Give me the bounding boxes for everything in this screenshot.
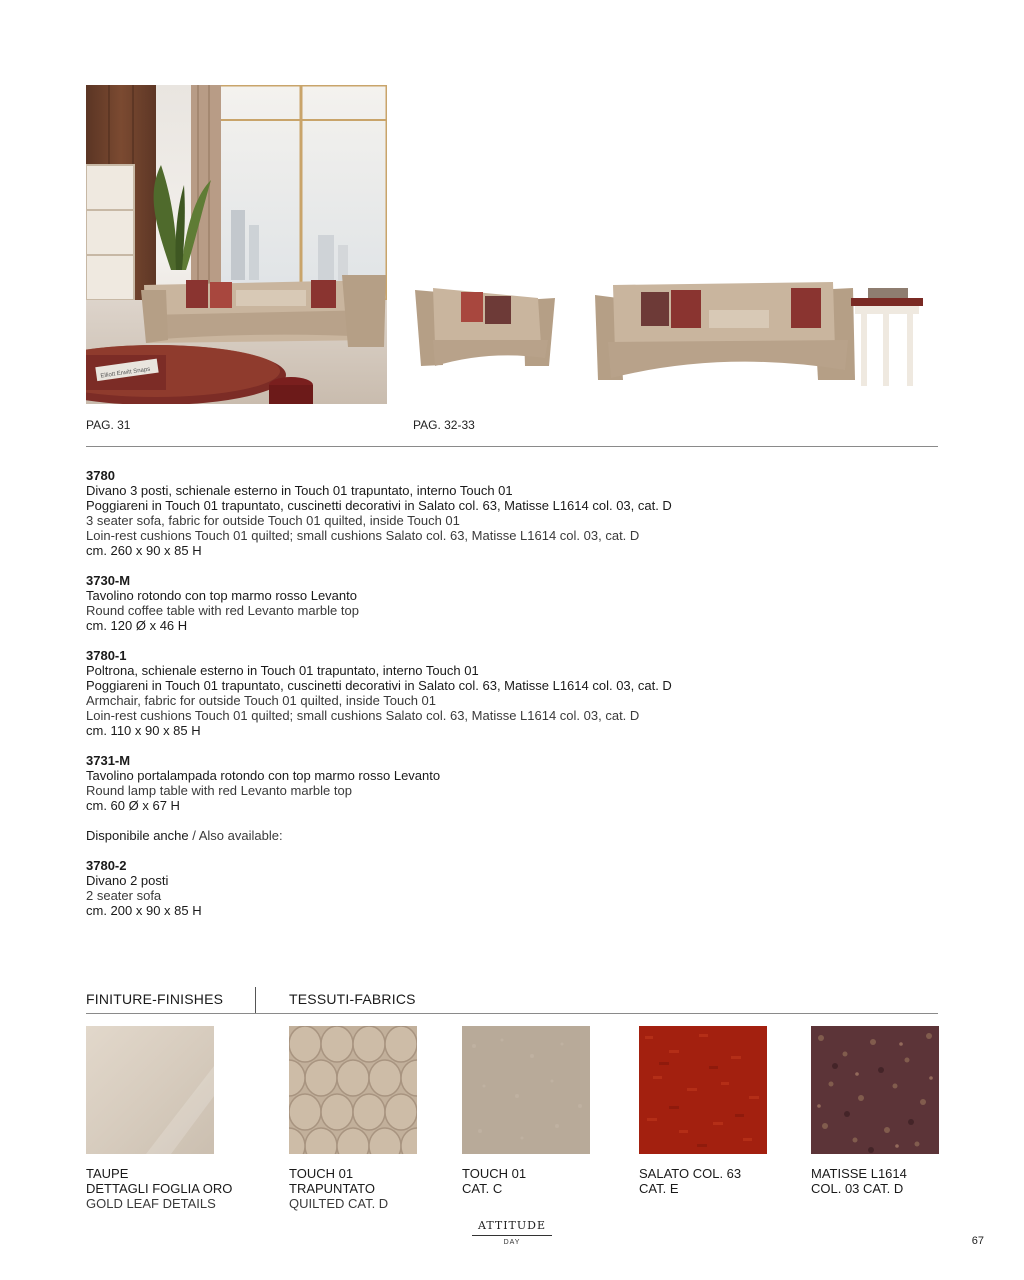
caption-room: PAG. 31 [86,418,131,432]
product-desc-it: Tavolino rotondo con top marmo rosso Levanto [86,588,357,603]
divider-top [86,446,938,447]
divider-swatches [86,1013,938,1014]
swatch-label-line: QUILTED CAT. D [289,1196,389,1211]
product-desc-en: 2 seater sofa [86,888,162,903]
swatch-label-line: GOLD LEAF DETAILS [86,1196,216,1211]
also-available-it: Disponibile anche [86,828,189,843]
swatch-label-line: SALATO COL. 63 [639,1166,742,1181]
swatch-salato-63 [639,1026,767,1154]
product-desc-it: Poggiareni in Touch 01 trapuntato, cuscinetti decorativi in Salato col. 63, Matisse L1614 col. 03, cat. D [86,498,672,513]
also-available-en: Also available: [198,828,283,843]
also-available [86,828,946,843]
swatch-label-line: COL. 03 CAT. D [811,1181,904,1196]
brand-sub: DAY [503,1239,521,1246]
swatch-label [462,1166,632,1196]
product-code: 3780-1 [86,648,127,663]
product-code: 3780-2 [86,858,127,873]
brand-logo [472,1219,552,1246]
room-illustration [86,85,387,404]
product-photo [413,270,925,395]
swatch-touch01-quilted [289,1026,417,1154]
swatch-label-line: TOUCH 01 [462,1166,527,1181]
swatch-matisse-l1614 [811,1026,939,1154]
product-dimensions: cm. 200 x 90 x 85 H [86,903,202,918]
section-separator [255,987,256,1013]
product-illustration [413,270,925,395]
product-desc-it: Divano 2 posti [86,873,169,888]
room-photo [86,85,387,404]
product-entry [86,753,946,813]
product-desc-en: Round lamp table with red Levanto marble top [86,783,352,798]
swatch-label [811,1166,981,1196]
also-available-sep: / [188,828,199,843]
swatch-label [639,1166,809,1196]
product-desc-en: Armchair, fabric for outside Touch 01 quilted, inside Touch 01 [86,693,437,708]
product-desc-en: Loin-rest cushions Touch 01 quilted; small cushions Salato col. 63, Matisse L1614 col. 03, cat. D [86,528,640,543]
brand-name: ATTITUDE [477,1219,547,1232]
product-entry [86,858,946,918]
product-code: 3730-M [86,573,131,588]
swatch-label [86,1166,256,1211]
product-entry [86,468,946,558]
product-code: 3780 [86,468,115,483]
product-dimensions: cm. 120 Ø x 46 H [86,618,188,633]
page-number: 67 [971,1235,984,1247]
product-dimensions: cm. 60 Ø x 67 H [86,798,180,813]
product-desc-it: Poltrona, schienale esterno in Touch 01 trapuntato, interno Touch 01 [86,663,479,678]
swatch-touch01 [462,1026,590,1154]
swatch-taupe [86,1026,214,1154]
swatch-label-line: TRAPUNTATO [289,1181,375,1196]
product-entry [86,573,946,633]
product-desc-it: Tavolino portalampada rotondo con top marmo rosso Levanto [86,768,441,783]
product-desc-it: Divano 3 posti, schienale esterno in Touch 01 trapuntato, interno Touch 01 [86,483,513,498]
book-title: Elliott Erwitt Snaps [100,366,151,380]
product-desc-en: Loin-rest cushions Touch 01 quilted; small cushions Salato col. 63, Matisse L1614 col. 03, cat. D [86,708,640,723]
caption-product: PAG. 32-33 [413,418,475,432]
product-desc-en: 3 seater sofa, fabric for outside Touch 01 quilted, inside Touch 01 [86,513,460,528]
fabrics-title: TESSUTI-FABRICS [289,991,416,1007]
product-desc-it: Poggiareni in Touch 01 trapuntato, cuscinetti decorativi in Salato col. 63, Matisse L1614 col. 03, cat. D [86,678,672,693]
swatch-label-line: DETTAGLI FOGLIA ORO [86,1181,233,1196]
finishes-title: FINITURE-FINISHES [86,991,224,1007]
product-code: 3731-M [86,753,131,768]
product-list [86,468,946,933]
brand-rule [472,1235,552,1236]
swatch-label [289,1166,459,1211]
swatch-label-line: TOUCH 01 [289,1166,354,1181]
product-entry [86,648,946,738]
swatch-label-line: CAT. E [639,1181,679,1196]
product-desc-en: Round coffee table with red Levanto marble top [86,603,359,618]
swatch-label-line: CAT. C [462,1181,503,1196]
swatch-label-line: TAUPE [86,1166,129,1181]
swatch-label-line: MATISSE L1614 [811,1166,907,1181]
product-dimensions: cm. 110 x 90 x 85 H [86,723,201,738]
product-dimensions: cm. 260 x 90 x 85 H [86,543,202,558]
